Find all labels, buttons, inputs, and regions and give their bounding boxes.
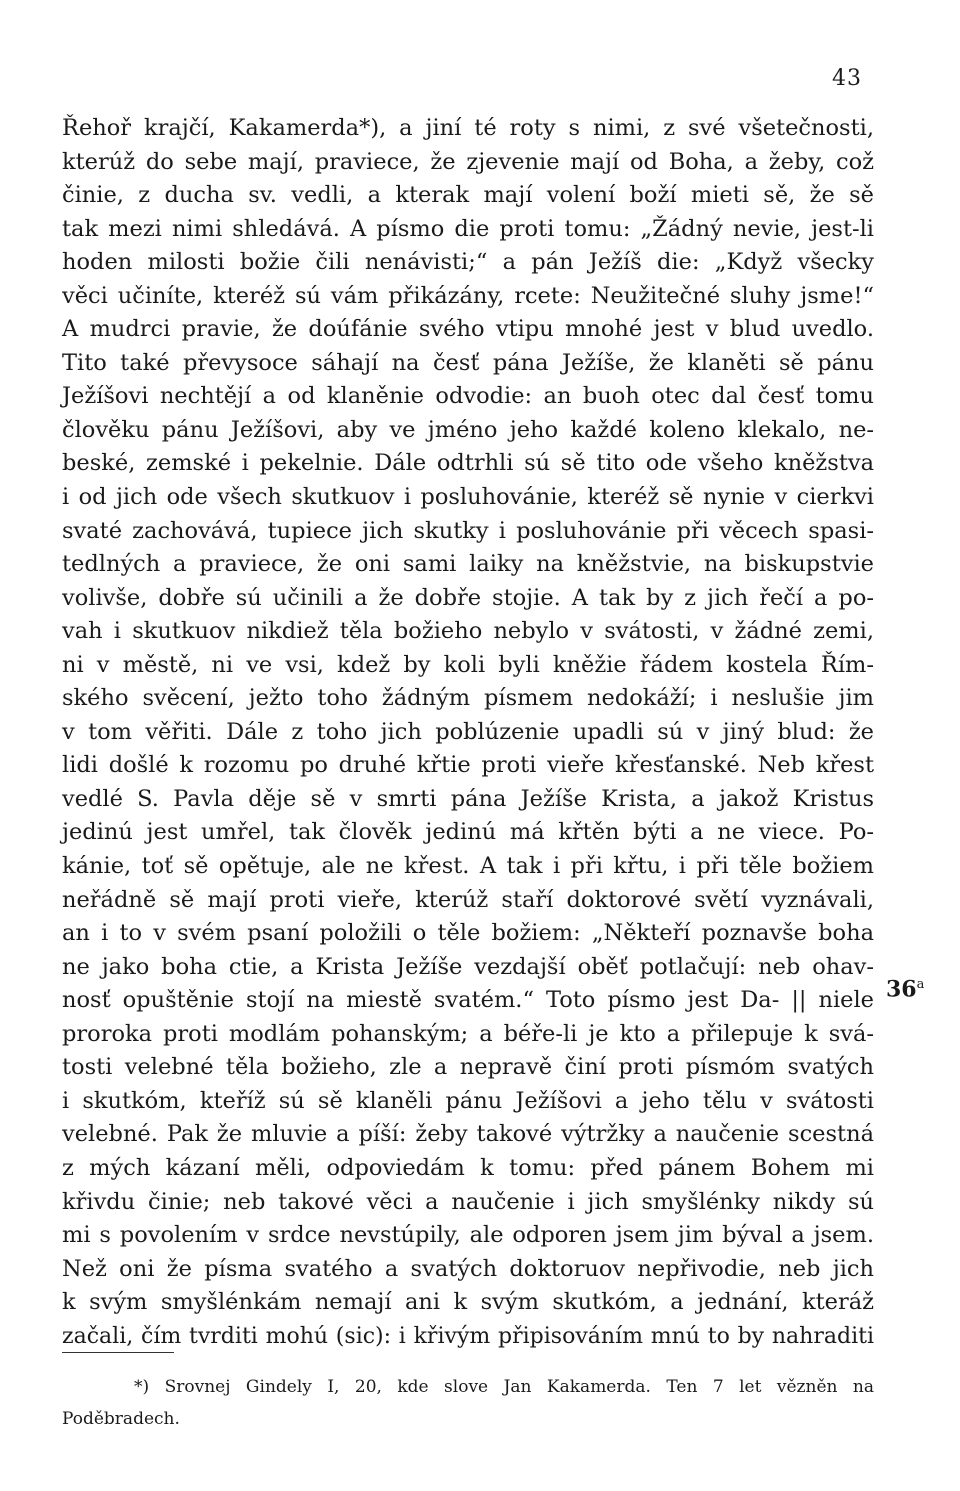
text-line: neřádně sě mají proti vieře, kterúž staří doktorové světí vyznávali, bbox=[62, 886, 874, 913]
margin-note-sup: a bbox=[916, 977, 925, 992]
footnote-rule bbox=[62, 1352, 174, 1353]
text-line: k svým smyšlénkám nemají ani k svým skutkóm, a jednání, kteráž bbox=[62, 1289, 874, 1316]
text-line: svaté zachovává, tupiece jich skutky i posluhovánie při věcech spasi- bbox=[62, 517, 874, 544]
text-line: hoden milosti božie čili nenávisti;“ a pán Ježíš die: „Když všecky bbox=[62, 249, 874, 276]
text-line: kterúž do sebe mají, praviece, že zjevenie mají od Boha, a žeby, což bbox=[62, 148, 874, 175]
text-line: vah i skutkuov nikdiež těla božieho nebylo v svátosti, v žádné zemi, bbox=[62, 618, 874, 645]
page-number: 43 bbox=[832, 66, 862, 91]
text-line: ni v městě, ni ve vsi, kdež by koli byli kněžie řádem kostela Řím- bbox=[62, 651, 874, 678]
text-line: volivše, dobře sú učinili a že dobře stojie. A tak by z jich řečí a po- bbox=[62, 584, 874, 611]
footnote-line: *) Srovnej Gindely I, 20, kde slove Jan Kakamerda. Ten 7 let vězněn na bbox=[134, 1377, 874, 1397]
text-line: i skutkóm, kteříž sú sě klaněli pánu Ježíšovi a jeho tělu v svátosti bbox=[62, 1087, 874, 1114]
text-line: tedlných a praviece, že oni sami laiky na kněžstvie, na biskupstvie bbox=[62, 551, 874, 578]
text-line: lidi došlé k rozomu po druhé křtie proti vieře křesťanské. Neb křest bbox=[62, 752, 874, 779]
text-line: jedinú jest umřel, tak člověk jedinú má křtěn býti a ne viece. Po- bbox=[62, 819, 874, 846]
text-line: tak mezi nimi shledává. A písmo die proti tomu: „Žádný nevie, jest-li bbox=[62, 215, 874, 242]
text-line: činie, z ducha sv. vedli, a kterak mají volení boží mieti sě, že sě bbox=[62, 182, 874, 209]
margin-note bbox=[886, 968, 924, 1006]
text-line: beské, zemské i pekelnie. Dále odtrhli sú sě tito ode všeho kněžstva bbox=[62, 450, 874, 477]
text-line: Ježíšovi nechtějí a od klaněnie odvodie: an buoh otec dal česť tomu bbox=[62, 383, 874, 410]
text-line: an i to v svém psaní položili o těle božiem: „Někteří poznavše boha bbox=[62, 920, 874, 947]
text-line: Tito také převysoce sáhají na česť pána Ježíše, že klaněti sě pánu bbox=[62, 349, 874, 376]
text-line: mi s povolením v srdce nevstúpily, ale odporen jsem jim býval a jsem. bbox=[62, 1222, 874, 1249]
text-line: křivdu činie; neb takové věci a naučenie i jich smyšlénky nikdy sú bbox=[62, 1188, 874, 1215]
text-line: z mých kázaní měli, odpoviedám k tomu: před pánem Bohem mi bbox=[62, 1154, 874, 1181]
footnote bbox=[62, 1371, 874, 1435]
text-line: ského svěcení, ježto toho žádným písmem nedokáží; i neslušie jim bbox=[62, 685, 874, 712]
text-line: člověku pánu Ježíšovi, aby ve jméno jeho každé koleno klekalo, ne- bbox=[62, 416, 874, 443]
text-line: Řehoř krajčí, Kakamerda*), a jiní té roty s nimi, z své všetečnosti, bbox=[62, 115, 874, 141]
text-line: věci učiníte, kteréž sú vám přikázány, rcete: Neužitečné sluhy jsme!“ bbox=[62, 282, 874, 309]
margin-note-number: 36 bbox=[886, 976, 917, 1003]
text-line: A mudrci pravie, že doúfánie svého vtipu mnohé jest v blud uvedlo. bbox=[62, 316, 874, 343]
text-line: velebné. Pak že mluvie a píší: žeby takové výtržky a naučenie scestná bbox=[62, 1121, 874, 1148]
text-line: i od jich ode všech skutkuov i posluhovánie, kteréž sě nynie v cierkvi bbox=[62, 484, 874, 511]
text-line: proroka proti modlám pohanským; a béře-li je kto a přilepuje k svá- bbox=[62, 1020, 874, 1047]
footnote-line: Poděbradech. bbox=[62, 1409, 180, 1429]
text-line: v tom věřiti. Dále z toho jich poblúzenie upadli sú v jiný blud: že bbox=[62, 718, 874, 745]
text-line: ne jako boha ctie, a Krista Ježíše vezdajší oběť potlačují: neb ohav- bbox=[62, 953, 874, 980]
text-line: nosť opuštěnie stojí na miestě svatém.“ Toto písmo jest Da- || niele bbox=[62, 987, 874, 1014]
text-line: začali, čím tvrditi mohú (sic): i křivým připisováním mnú to by nahraditi bbox=[62, 1323, 874, 1349]
text-line: kánie, toť sě opětuje, ale ne křest. A tak i při křtu, i při těle božiem bbox=[62, 853, 874, 880]
text-line: vedlé S. Pavla děje sě v smrti pána Ježíše Krista, a jakož Kristus bbox=[62, 785, 874, 812]
text-line: tosti velebné těla božieho, zle a nepravě činí proti písmóm svatých bbox=[62, 1054, 874, 1081]
text-line: Než oni že písma svatého a svatých doktoruov nepřivodie, neb jich bbox=[62, 1255, 874, 1282]
body-text bbox=[62, 112, 874, 1353]
